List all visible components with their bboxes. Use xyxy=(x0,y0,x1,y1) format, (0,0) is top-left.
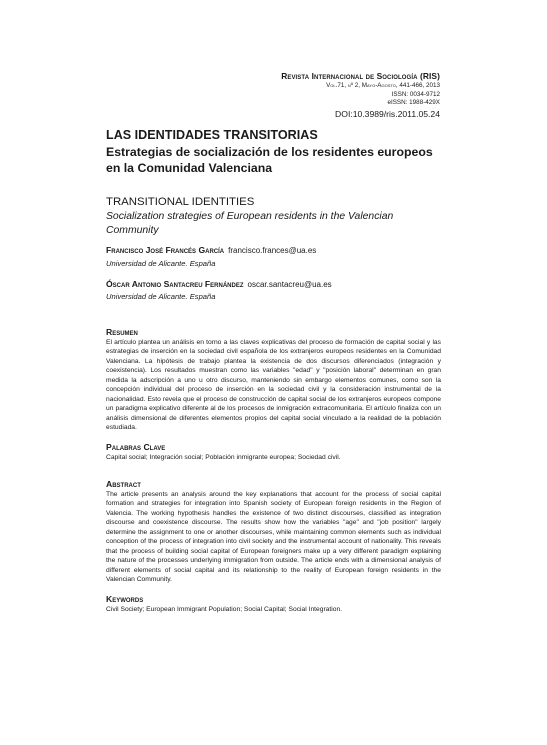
author-2 xyxy=(106,277,441,291)
resumen-heading: Resumen xyxy=(106,327,138,337)
author-email[interactable]: francisco.frances@ua.es xyxy=(228,246,317,255)
palabras-clave-heading: Palabras Clave xyxy=(106,442,166,452)
author-1 xyxy=(106,243,441,257)
keywords-heading: Keywords xyxy=(106,594,144,604)
author-name: Óscar Antonio Santacreu Fernández xyxy=(106,279,244,289)
journal-name: Revista Internacional de Sociología (RIS) xyxy=(281,71,440,81)
subtitle-spanish: Estrategias de socialización de los residentes europeos en la Comunidad Valenciana xyxy=(106,145,433,175)
journal-issn: ISSN: 0034-9712 xyxy=(391,90,440,98)
resumen-text: El artículo plantea un análisis en torno a las claves explicativas del proceso de formación de capital social y las estrategias de inserción en la sociedad civil española de los extranjeros europeos residentes en la Comunidad Valenciana. La hipótesis de trabajo plantea la existencia de dos discursos diferenciados (integración y coexistencia). Los resultados muestran como las variables "edad" y "posición laboral" determinan en gran medida la adscripción a uno u otro discurso, manteniendo sin embargo elementos comunes, como son la concepción individual del proceso de inserción en la sociedad civil y la consideración instrumental de la nacionalidad. Esto revela que el proceso de construcción de capital social de los extranjeros europeos compone un paradigma explicativo diferente al de los procesos de inmigración extracomunitaria. El artículo finaliza con un análisis dimensional de diferentes elementos propios del capital social vinculado a la realidad de la población estudiada. xyxy=(106,339,441,432)
author-email[interactable]: oscar.santacreu@ua.es xyxy=(247,280,332,289)
abstract-text: The article presents an analysis around the key explanations that account for the process of social capital formation and strategies for integration into Spanish society of European foreign residents in the Region of Valencia. The working hypothesis handles the existence of two distinct discourses, classified as integration discourse and coexistence discourse. The results show how the variables "age" and "job position" largely determine the assignment to one or another discourses, while maintaining common elements such as individual conception of the process of integration into civil society and the instrumental account of nationality. This reveals that the process of building social capital of European foreigners make up a very different paradigm explaining the nature of the processes underlying immigration from outside. The article ends with a dimensional analysis of different elements of social capital and its relationship to the reality of European foreign residents in the Valencian Community. xyxy=(106,491,441,584)
journal-doi: DOI:10.3989/ris.2011.05.24 xyxy=(335,108,440,119)
journal-header xyxy=(281,70,440,120)
title-english: TRANSITIONAL IDENTITIES xyxy=(106,196,255,208)
subtitle-english: Socialization strategies of European residents in the Valencian Community xyxy=(106,211,394,236)
author-affiliation: Universidad de Alicante. España xyxy=(106,259,216,268)
palabras-clave-text: Capital social; Integración social; Población inmigrante europea; Sociedad civil. xyxy=(106,454,341,461)
author-name: Francisco José Francés García xyxy=(106,245,225,255)
journal-volume: Vol.71, nº 2, Mayo-Agosto, 441-466, 2013 xyxy=(326,82,440,89)
abstract-heading: Abstract xyxy=(106,479,141,489)
keywords-text: Civil Society; European Immigrant Population; Social Capital; Social Integration. xyxy=(106,606,343,613)
journal-eissn: eISSN: 1988-429X xyxy=(387,99,440,107)
title-spanish: LAS IDENTIDADES TRANSITORIAS xyxy=(106,128,318,142)
author-affiliation: Universidad de Alicante. España xyxy=(106,292,216,301)
